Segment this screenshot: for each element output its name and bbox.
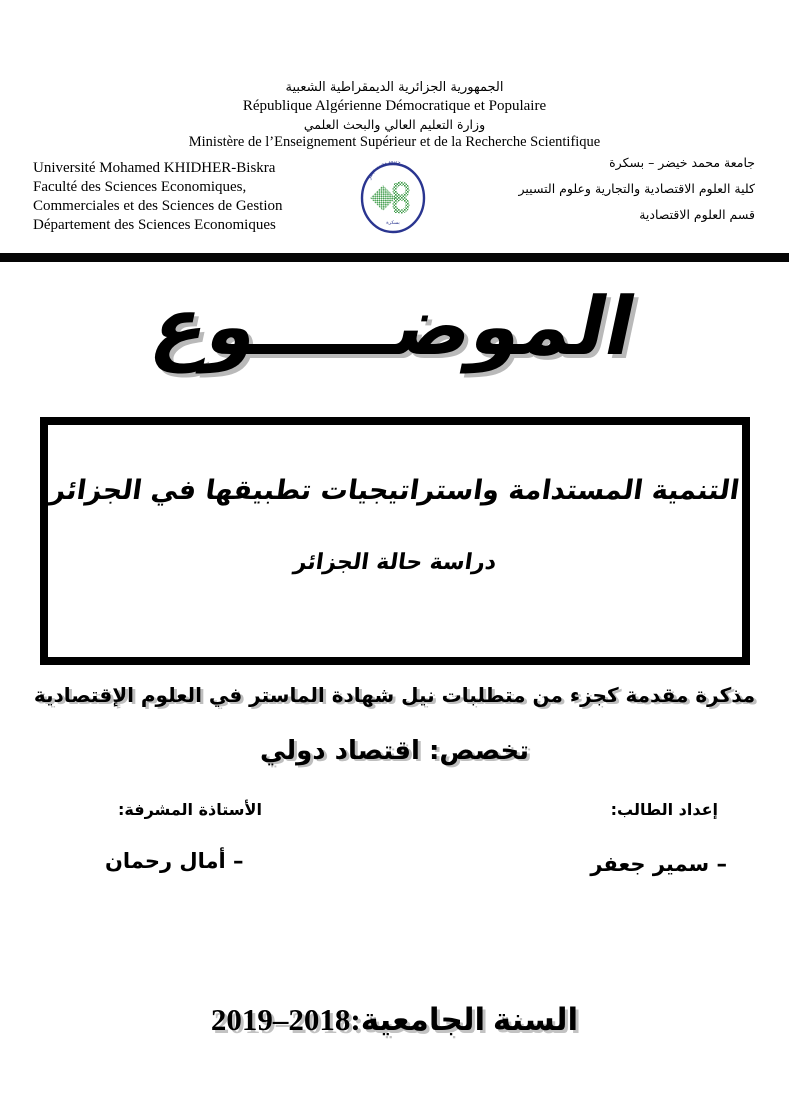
subject-banner-word: الموضـــــوع <box>144 280 645 373</box>
logo-ring-top <box>395 184 408 197</box>
institution-block-arabic <box>519 150 755 228</box>
university-name-french: Université Mohamed KHIDHER-Biskra <box>33 160 276 176</box>
faculty-name-french-line2: Commerciales et des Sciences de Gestion <box>33 198 283 214</box>
logo-top-text: جامعة محمد خيضر <box>367 161 401 181</box>
institution-block-french <box>33 159 283 235</box>
supervisor-name: – أمال رحمان <box>105 849 244 873</box>
department-name-arabic: قسم العلوم الاقتصادية <box>639 207 755 222</box>
thesis-main-title-text: التنمية المستدامة واستراتيجيات تطبيقها في الجزائر <box>48 475 742 506</box>
thesis-title-box <box>40 417 750 665</box>
academic-year: السنة الجامعية:2018–2019 <box>210 1002 579 1037</box>
horizontal-rule <box>0 253 789 262</box>
subject-banner <box>0 263 789 391</box>
speciality-line: تخصص: اقتصاد دولي <box>260 736 529 766</box>
logo-ring-bottom <box>395 199 408 212</box>
thesis-main-title <box>48 475 742 506</box>
ministry-name-french: Ministère de l’Enseignement Supérieur et de la Recherche Scientifique <box>188 133 601 150</box>
university-logo-icon <box>359 161 427 235</box>
memoir-requirement-line: مذكرة مقدمة كجزء من متطلبات نيل شهادة الماستر في العلوم الإقتصادية <box>33 683 756 707</box>
faculty-name-french-line1: Faculté des Sciences Economiques, <box>33 179 247 195</box>
thesis-subtitle-text: دراسة حالة الجزائر <box>292 550 498 575</box>
state-header <box>0 80 789 151</box>
student-name: – سمير جعفر <box>590 852 727 876</box>
university-name-arabic: جامعة محمد خيضر – بسكرة <box>609 155 755 170</box>
ministry-name-arabic: وزارة التعليم العالي والبحث العلمي <box>303 116 486 132</box>
republic-name-french: République Algérienne Démocratique et Populaire <box>242 97 547 114</box>
student-label: إعداد الطالب: <box>610 800 718 819</box>
supervisor-label: الأستاذة المشرفة: <box>118 800 262 819</box>
thesis-subtitle <box>48 550 742 575</box>
logo-bottom-text: بسكرة <box>386 221 400 226</box>
department-name-french: Département des Sciences Economiques <box>33 217 276 233</box>
university-logo <box>359 161 427 235</box>
faculty-name-arabic: كلية العلوم الاقتصادية والتجارية وعلوم التسيير <box>518 181 755 196</box>
republic-name-arabic: الجمهورية الجزائرية الديمقراطية الشعبية <box>285 80 504 95</box>
